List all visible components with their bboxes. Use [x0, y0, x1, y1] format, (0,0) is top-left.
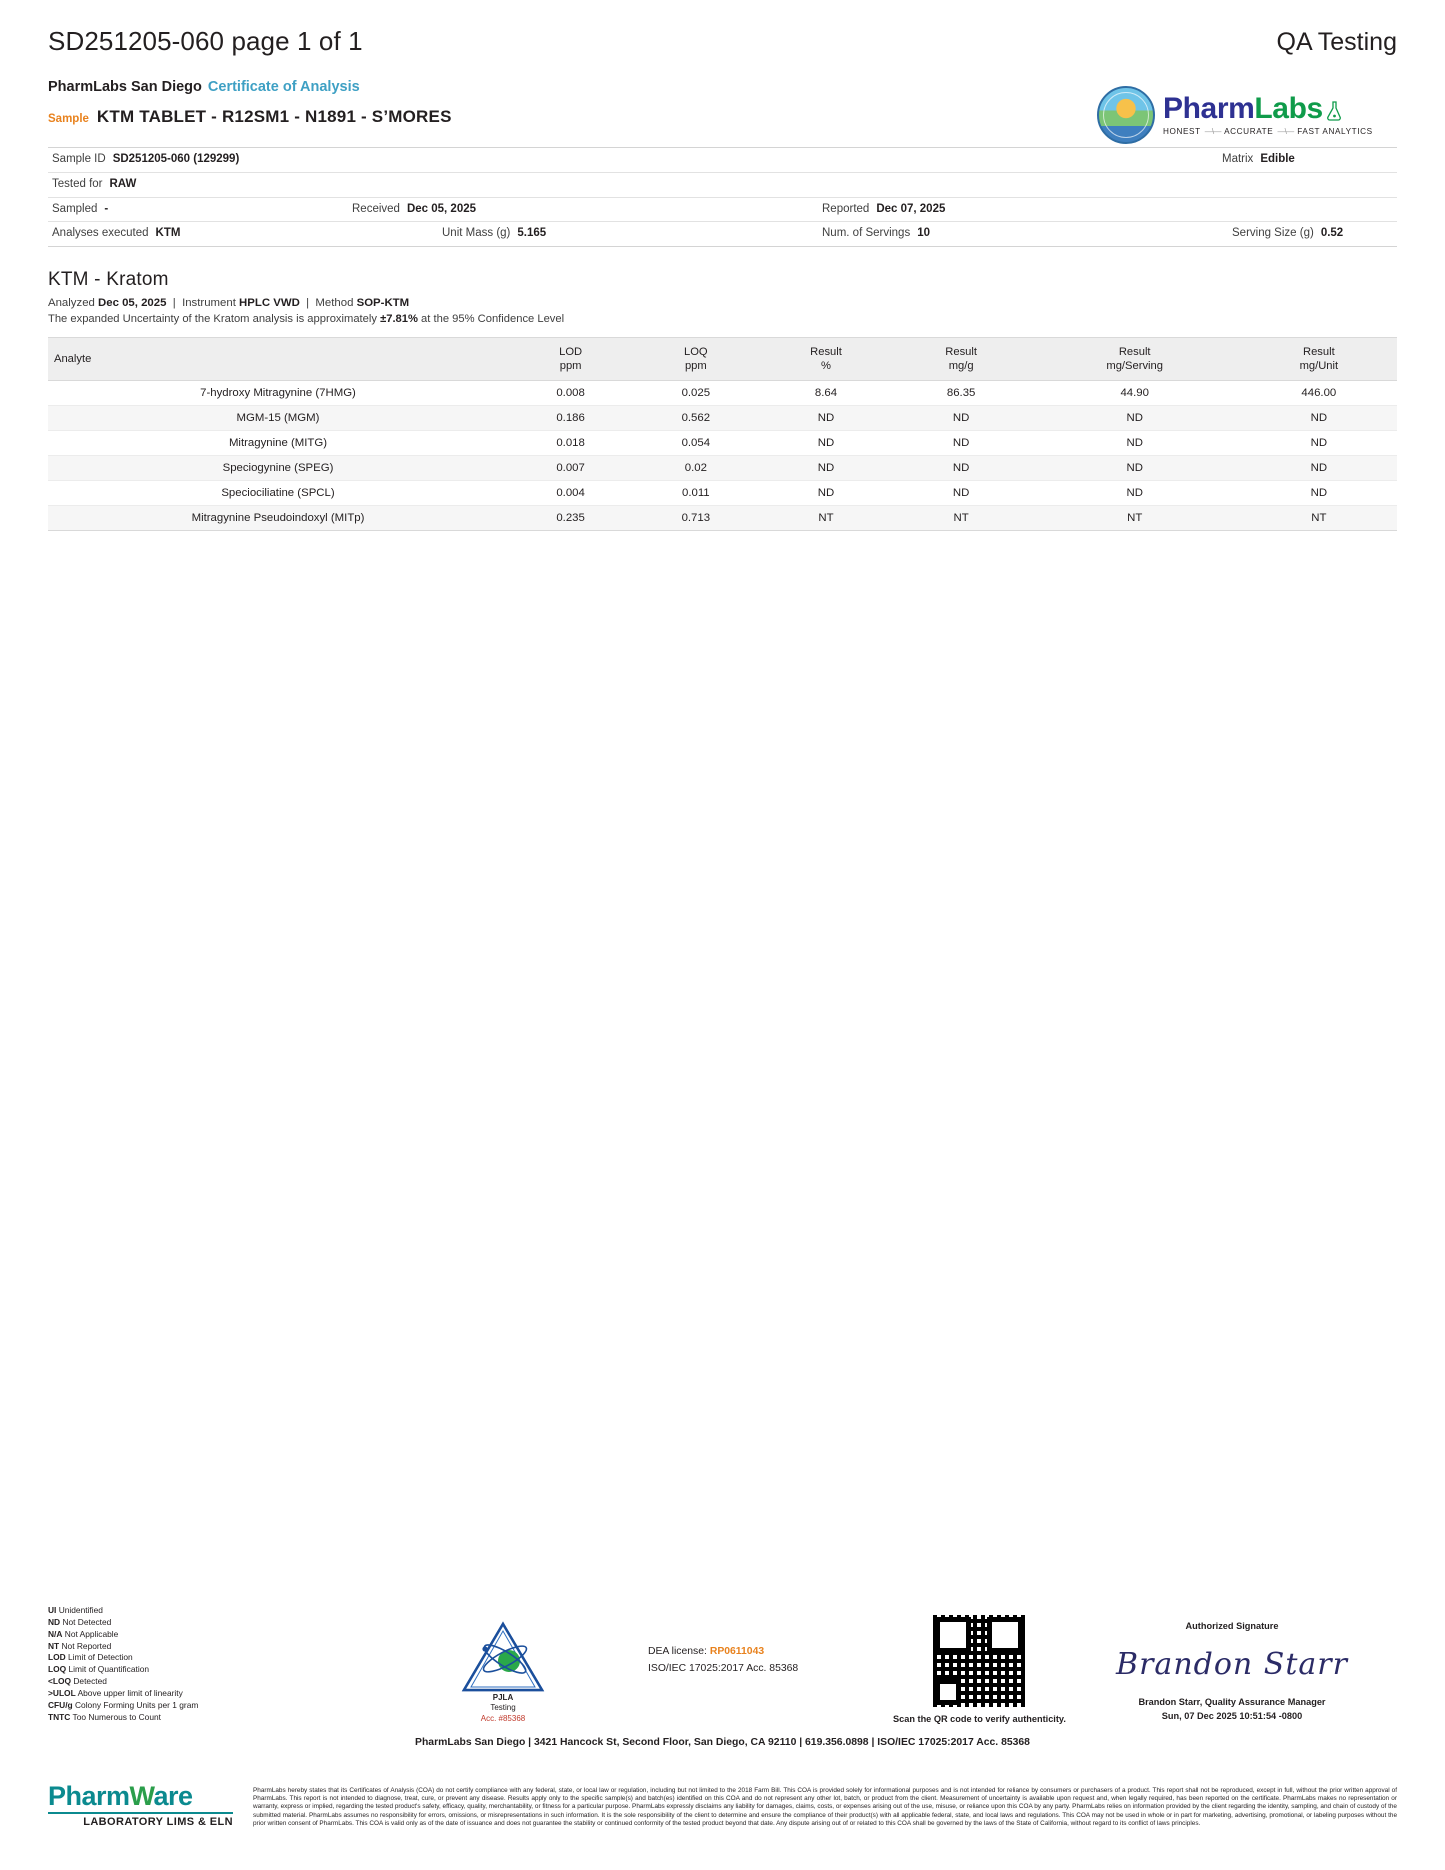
- pharmware-logo: [48, 1783, 233, 1828]
- cell-lod: 0.008: [508, 381, 633, 406]
- legend-text: Colony Forming Units per 1 gram: [74, 1700, 199, 1711]
- cell-analyte: Mitragynine Pseudoindoxyl (MITp): [48, 506, 508, 531]
- cell-result-mgserving: ND: [1029, 406, 1241, 431]
- method-value: SOP-KTM: [356, 297, 410, 310]
- analysis-subline: Analyzed Dec 05, 2025 | Instrument HPLC VWD | Method SOP-KTM: [48, 297, 410, 310]
- sample-id-value: SD251205-060 (129299): [112, 153, 240, 165]
- pharmlabs-wordmark: [1163, 91, 1373, 136]
- sample-meta: [48, 147, 1397, 247]
- tagline-dash-2: —\—: [1276, 126, 1295, 136]
- legend-text: Limit of Quantification: [68, 1664, 150, 1675]
- cell-analyte: 7-hydroxy Mitragynine (7HMG): [48, 381, 508, 406]
- legal-disclaimer: PharmLabs hereby states that its Certificates of Analysis (COA) do not certify compliance with any federal, state, or local law or regulation, including but not limited to the 2018 Farm Bill. This COA is provided solely for informational purposes and is not intended for reliance by consumers or purchasers of a product. This report shall not be reproduced, except in full, without the prior written approval of PharmLabs. This report is not intended to diagnose, treat, cure, or prevent any disease. Results apply only to the specific sample(s) and batch(es) identified on this COA and do not represent any other lot, batch, or product from the client. Measurement of uncertainty is available upon request and, when legally required, has been reported on the certificate. PharmLabs makes no representation or warranty, express or implied, regarding the tested product's safety, efficacy, quality, merchantability, or fitness for a particular purpose. PharmLabs expressly disclaims any liability for damages, claims, costs, or expenses arising out of the use, misuse, or reliance upon this COA by any party. PharmLabs relies on information provided by the client regarding the identity, sampling, and chain of custody of the submitted material. PharmLabs assumes no responsibility for errors, omissions, or misrepresentations in such information. It is the sole responsibility of the client to determine and ensure the compliance of their product(s) with all applicable federal, state, and local laws and regulations. This COA may not be used in whole or in part for marketing, advertising, promotional, or labeling purposes without the prior written consent of PharmLabs. This COA is valid only as of the date of issuance and does not guarantee the stability or continued conformity of the tested product beyond that date. Any dispute arising out of or related to this COA shall be governed by the laws of the State of California, without regard to its conflict of laws principles.: [253, 1787, 1397, 1827]
- analyses-value: KTM: [155, 227, 181, 240]
- legend-item: [48, 1676, 308, 1688]
- cell-result-mgunit: ND: [1241, 406, 1397, 431]
- cell-loq: 0.025: [633, 381, 758, 406]
- analyzed-value: Dec 05, 2025: [98, 297, 167, 310]
- cell-result-pct: ND: [758, 456, 893, 481]
- uncertainty-suffix: at the 95% Confidence Level: [417, 313, 565, 326]
- pjla-acc: Acc. #85368: [480, 1713, 526, 1723]
- legend-item: [48, 1688, 308, 1700]
- sampled-label: Sampled: [52, 202, 98, 215]
- sample-label: Sample: [48, 113, 89, 125]
- cell-loq: 0.562: [633, 406, 758, 431]
- cell-result-mgserving: ND: [1029, 481, 1241, 506]
- legend-item: [48, 1700, 308, 1712]
- pharmware-part1: Pharm: [48, 1781, 130, 1811]
- qr-caption: Scan the QR code to verify authenticity.: [893, 1714, 1066, 1724]
- cell-lod: 0.235: [508, 506, 633, 531]
- col-mgserv-l2: mg/Serving: [1106, 360, 1163, 373]
- meta-row: [48, 173, 1397, 198]
- cell-result-mgserving: ND: [1029, 456, 1241, 481]
- cell-result-mgg: ND: [894, 431, 1029, 456]
- table-row: [48, 456, 1397, 481]
- pharmware-rule: [48, 1812, 233, 1814]
- legend-item: [48, 1629, 308, 1641]
- col-pct-l2: %: [821, 360, 831, 373]
- reported-value: Dec 07, 2025: [876, 202, 946, 215]
- page-title: SD251205-060 page 1 of 1: [48, 26, 363, 56]
- iso-accreditation: ISO/IEC 17025:2017 Acc. 85368: [648, 1663, 799, 1675]
- col-result-mgg: [894, 338, 1029, 381]
- cell-result-mgg: ND: [894, 456, 1029, 481]
- instrument-label: Instrument: [182, 297, 236, 310]
- cell-lod: 0.186: [508, 406, 633, 431]
- method-label: Method: [315, 297, 354, 310]
- signature-title: Authorized Signature: [1185, 1621, 1279, 1632]
- col-mgserv-l1: Result: [1118, 346, 1151, 359]
- cell-result-mgg: 86.35: [894, 381, 1029, 406]
- col-loq-l1: LOQ: [684, 346, 708, 359]
- table-row: [48, 481, 1397, 506]
- cell-lod: 0.018: [508, 431, 633, 456]
- legend-abbr: LOD: [48, 1652, 66, 1663]
- cell-lod: 0.004: [508, 481, 633, 506]
- verification-qr[interactable]: [893, 1615, 1066, 1724]
- servings-label: Num. of Servings: [822, 227, 911, 240]
- tagline-fast: FAST ANALYTICS: [1297, 126, 1373, 136]
- pharmware-part3: are: [153, 1781, 193, 1811]
- cell-result-pct: ND: [758, 406, 893, 431]
- cell-loq: 0.02: [633, 456, 758, 481]
- analysis-title: KTM - Kratom: [48, 269, 169, 291]
- legend-item: [48, 1664, 308, 1676]
- signature-image: Brandon Starr: [1116, 1647, 1348, 1683]
- legend-abbr: ND: [48, 1616, 61, 1627]
- cell-result-mgunit: ND: [1241, 456, 1397, 481]
- legend-abbr: UI: [48, 1604, 57, 1615]
- received-value: Dec 05, 2025: [406, 202, 477, 215]
- pharmware-wordmark: [48, 1783, 233, 1810]
- table-header-row: [48, 338, 1397, 381]
- signature-meta: [1067, 1696, 1397, 1724]
- legend-text: Too Numerous to Count: [72, 1712, 161, 1723]
- pharmlabs-seal-icon: [1097, 86, 1155, 144]
- legend-abbr: TNTC: [48, 1712, 71, 1723]
- pjla-name: PJLA: [492, 1692, 514, 1702]
- col-result-pct: [758, 338, 893, 381]
- col-mgg-l2: mg/g: [948, 360, 974, 373]
- legend-text: Limit of Detection: [68, 1652, 133, 1663]
- legend-abbr: LOQ: [48, 1664, 67, 1675]
- cell-result-pct: 8.64: [758, 381, 893, 406]
- sample-id-label: Sample ID: [52, 153, 106, 165]
- reported-label: Reported: [822, 202, 870, 215]
- cell-analyte: Mitragynine (MITG): [48, 431, 508, 456]
- wordmark-labs: Labs: [1254, 91, 1323, 125]
- cell-lod: 0.007: [508, 456, 633, 481]
- legend-abbr: NT: [48, 1640, 60, 1651]
- legend-abbr: CFU/g: [48, 1700, 73, 1711]
- qa-testing-label: QA Testing: [1276, 28, 1397, 56]
- results-table-head: [48, 338, 1397, 381]
- legend-abbr: N/A: [48, 1628, 63, 1639]
- cell-result-mgserving: ND: [1029, 431, 1241, 456]
- cell-result-pct: NT: [758, 506, 893, 531]
- logo-tagline: [1163, 128, 1373, 136]
- cell-analyte: MGM-15 (MGM): [48, 406, 508, 431]
- cell-loq: 0.011: [633, 481, 758, 506]
- dea-license-value: RP0611043: [709, 1645, 765, 1657]
- col-loq: [633, 338, 758, 381]
- col-mgg-l1: Result: [945, 346, 977, 359]
- results-table-body: [48, 381, 1397, 531]
- col-loq-l2: ppm: [684, 360, 707, 373]
- meta-row: [48, 148, 1397, 173]
- cell-result-mgunit: ND: [1241, 481, 1397, 506]
- col-mgunit-l2: mg/Unit: [1299, 360, 1339, 373]
- serving-size-label: Serving Size (g): [1232, 227, 1314, 240]
- received-label: Received: [352, 202, 400, 215]
- matrix-value: Edible: [1260, 153, 1295, 165]
- col-lod-l2: ppm: [559, 360, 582, 373]
- uncertainty-value: ±7.81%: [380, 313, 418, 326]
- table-row: [48, 506, 1397, 531]
- wordmark-pharm: Pharm: [1163, 91, 1255, 125]
- legend-item: [48, 1617, 308, 1629]
- dea-info: [648, 1643, 798, 1678]
- cell-result-mgg: NT: [894, 506, 1029, 531]
- legend-text: Above upper limit of linearity: [77, 1688, 183, 1699]
- table-row: [48, 381, 1397, 406]
- col-mgunit-l1: Result: [1302, 346, 1335, 359]
- signature-date: Sun, 07 Dec 2025 10:51:54 -0800: [1161, 1711, 1303, 1722]
- col-pct-l1: Result: [810, 346, 842, 359]
- col-lod: [508, 338, 633, 381]
- meta-row: [48, 222, 1397, 247]
- qr-eye-bottom-left: [935, 1679, 961, 1705]
- legend-item: [48, 1652, 308, 1664]
- legend-item: [48, 1605, 308, 1617]
- cell-loq: 0.713: [633, 506, 758, 531]
- cell-result-mgunit: ND: [1241, 431, 1397, 456]
- signature-name-role: Brandon Starr, Quality Assurance Manager: [1138, 1697, 1326, 1708]
- col-analyte: [48, 338, 508, 381]
- legend-item: [48, 1712, 308, 1724]
- legend-text: Not Applicable: [64, 1628, 119, 1639]
- pjla-accreditation: [448, 1621, 558, 1724]
- col-analyte-label: Analyte: [54, 353, 92, 366]
- legend-item: [48, 1641, 308, 1653]
- tagline-accurate: ACCURATE: [1224, 126, 1274, 136]
- legend-abbr: <LOQ: [48, 1676, 72, 1687]
- table-row: [48, 406, 1397, 431]
- sampled-value: -: [104, 202, 109, 215]
- cell-result-mgunit: NT: [1241, 506, 1397, 531]
- legend-text: Detected: [73, 1676, 107, 1687]
- meta-row: [48, 198, 1397, 223]
- cell-result-mgserving: NT: [1029, 506, 1241, 531]
- dea-license-line: [648, 1643, 798, 1661]
- pharmware-sub: LABORATORY LIMS & ELN: [83, 1816, 233, 1828]
- table-row: [48, 431, 1397, 456]
- matrix-label: Matrix: [1222, 153, 1254, 165]
- results-table: [48, 337, 1397, 531]
- legend-text: Not Detected: [62, 1616, 112, 1627]
- legend-text: Unidentified: [58, 1604, 103, 1615]
- cell-result-mgserving: 44.90: [1029, 381, 1241, 406]
- servings-value: 10: [917, 227, 930, 240]
- unit-mass-value: 5.165: [517, 227, 547, 240]
- analyses-label: Analyses executed: [52, 227, 149, 240]
- cell-result-mgunit: 446.00: [1241, 381, 1397, 406]
- page-header: [48, 0, 1397, 57]
- cell-analyte: Speciogynine (SPEG): [48, 456, 508, 481]
- cell-result-mgg: ND: [894, 481, 1029, 506]
- uncertainty-note: [48, 313, 1397, 325]
- cell-result-mgg: ND: [894, 406, 1029, 431]
- coa-label: Certificate of Analysis: [207, 79, 360, 95]
- sample-name: KTM TABLET - R12SM1 - N1891 - S’MORES: [96, 107, 452, 126]
- serving-size-value: 0.52: [1320, 227, 1344, 240]
- cell-loq: 0.054: [633, 431, 758, 456]
- lab-name: PharmLabs San Diego: [48, 79, 202, 95]
- pharmlabs-logo: [1097, 86, 1397, 144]
- legend-text: Not Reported: [61, 1640, 112, 1651]
- flask-icon: [1327, 101, 1342, 121]
- analyzed-label: Analyzed: [48, 297, 95, 310]
- col-result-mgunit: [1241, 338, 1397, 381]
- pharmware-part2: W: [129, 1781, 154, 1811]
- tested-for-value: RAW: [109, 177, 137, 190]
- tagline-honest: HONEST: [1163, 126, 1201, 136]
- uncertainty-prefix: The expanded Uncertainty of the Kratom analysis is approximately: [48, 313, 381, 326]
- abbreviation-legend: [48, 1605, 308, 1724]
- cell-result-pct: ND: [758, 431, 893, 456]
- dea-license-label: DEA license:: [648, 1645, 707, 1657]
- qr-code-icon[interactable]: [933, 1615, 1025, 1707]
- tested-for-label: Tested for: [52, 177, 103, 190]
- instrument-value: HPLC VWD: [239, 297, 300, 310]
- tagline-dash-1: —\—: [1203, 126, 1222, 136]
- signature-block: [1067, 1621, 1397, 1724]
- pjla-sub: Testing: [490, 1703, 516, 1713]
- cell-result-pct: ND: [758, 481, 893, 506]
- pjla-logo-icon: [461, 1621, 545, 1693]
- unit-mass-label: Unit Mass (g): [442, 227, 511, 240]
- footer-address: PharmLabs San Diego | 3421 Hancock St, Second Floor, San Diego, CA 92110 | 619.356.0898 | ISO/IEC 17025:2017 Acc. 85368: [415, 1737, 1030, 1748]
- col-result-mgserving: [1029, 338, 1241, 381]
- col-lod-l1: LOD: [559, 346, 583, 359]
- cell-analyte: Speciociliatine (SPCL): [48, 481, 508, 506]
- legend-abbr: >ULOL: [48, 1688, 76, 1699]
